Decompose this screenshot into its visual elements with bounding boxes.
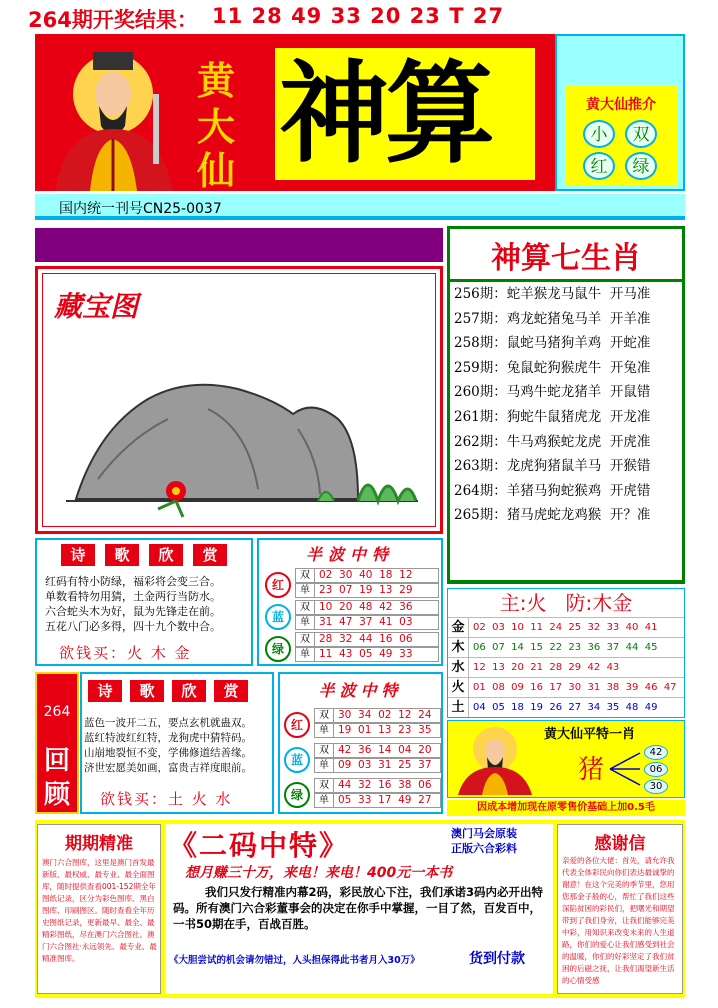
halfwave-table-2: [282, 708, 441, 813]
wave-color-badge: 红: [284, 712, 310, 738]
poem-lines-2: [84, 716, 274, 776]
bottom-left-box: [37, 824, 161, 994]
seven-zodiac-rows: [450, 282, 682, 528]
seven-zodiac-row: 261期：狗蛇牛鼠猪虎龙 开龙准: [454, 408, 651, 425]
halfwave-row-key: 单: [296, 616, 315, 629]
result-banner: [0, 0, 718, 34]
halfwave-title-2: 半波中特: [318, 681, 403, 700]
poem-line: 六合蛇头木为好，鼠为先锋走在前。: [45, 605, 221, 618]
cost-notice: 因成本增加现在原零售价基础上加0.5毛: [447, 800, 685, 816]
halfwave-row: [314, 743, 441, 758]
wave-color-badge: 红: [265, 572, 291, 598]
halfwave-row: [295, 632, 439, 647]
deity-figure-icon: [35, 34, 190, 191]
result-numbers: 11 28 49 33 20 23 T 27: [212, 4, 505, 28]
halfwave-row: [314, 708, 441, 723]
pingte-num-3: 30: [644, 779, 668, 794]
recommend-panel: [555, 34, 685, 191]
seven-zodiac-row: 260期：马鸡牛蛇龙猪羊 开鼠错: [454, 384, 651, 401]
halfwave-row-key: 单: [296, 584, 315, 597]
thanks-text: 亲爱的各位大佬：首先，请允许我代表全体彩民向你们表达最诚挚的谢意！在这个完美的季节里，您用您那金子般的心，帮忙了我们这些深陷贫困的彩民们，把曙光和期望带到了我们身旁，让我们能够完美中彩，用知识来改变未来的人生道路，你们的爱心让我们感受到社会的温暖，你们的好彩坚定了我们贫困的后磁之抚，让我们渴望新生活的心情受感: [562, 856, 675, 985]
poem-lines-1: [45, 574, 251, 634]
poem-title-char: 诗: [61, 544, 95, 566]
treasure-map-panel: [35, 266, 443, 534]
halfwave-row-key: 单: [315, 794, 334, 807]
halfwave-row: [295, 600, 439, 615]
brand-char-1: 黄: [197, 58, 236, 103]
review-char-2: 顾: [43, 780, 70, 810]
wuxing-row: [448, 697, 684, 717]
issue-number: 国内统一刊号CN25-0037: [59, 201, 222, 217]
seven-zodiac-row: 263期：龙虎狗猪鼠羊马 开猴错: [454, 458, 651, 475]
wuxing-element: 金: [448, 618, 469, 637]
poem-title-2: [88, 680, 268, 704]
poem-title-1: [61, 544, 231, 568]
recommend-small: 小: [583, 120, 615, 148]
two-code-title: 《二码中特》: [169, 829, 350, 862]
bottom-band: [35, 820, 685, 998]
wuxing-numbers: 06 07 14 15 22 23 36 37 44 45: [473, 642, 658, 653]
wuxing-numbers: 12 13 20 21 28 29 42 43: [473, 662, 620, 673]
bottom-right-box: [557, 824, 683, 994]
poem-panel-2: [80, 672, 274, 814]
halfwave-row-key: 双: [296, 633, 315, 646]
halfwave-row: [314, 778, 441, 793]
center-foot: 《大胆尝试的机会请勿错过，人头担保得此书者月入30万》: [169, 955, 420, 966]
wuxing-element: 土: [448, 698, 469, 717]
seven-zodiac-row: 265期：猪马虎蛇龙鸡猴 开？准: [454, 507, 651, 524]
halfwave-row-key: 单: [315, 759, 334, 772]
wuxing-row: [448, 677, 684, 697]
poem-line: 蓝红特波红红特，龙狗虎中猜特码。: [84, 732, 252, 744]
header-banner: [35, 34, 555, 191]
bottom-left-text: 澳门六合图库，这里是澳门首发最新版、最权威、最专业、最全面图库，随时提供查看001-152期全年图纸记录，区分为彩色图库、黑白图库、印刷图区。随时查看全年历史图纸记录，更新最早、最全、最精彩图纸，尽在澳门六合图社。澳门六合图社·永远领先、最专业、最精准图库。: [42, 858, 157, 963]
halfwave-group: [282, 708, 441, 743]
poem-line: 单数看特勿用猜，土金两行当防水。: [45, 590, 221, 603]
halfwave-group: [263, 632, 439, 664]
wuxing-numbers: 04 05 18 19 26 27 34 35 48 49: [473, 702, 658, 713]
halfwave-row-values: 09 03 31 25 37: [338, 759, 432, 771]
poem-line: 山崩地裂恒不变，学佛修道结善缘。: [84, 747, 252, 759]
halfwave-panel-1: [257, 538, 443, 666]
wave-color-badge: 蓝: [265, 604, 291, 630]
brand-vertical: [185, 40, 247, 193]
pingte-panel: [447, 720, 685, 798]
thanks-title: 感谢信: [594, 834, 646, 854]
page-title: 神算: [279, 50, 491, 178]
wuxing-title: 主:火 防:木金: [499, 591, 633, 615]
title-box: [275, 48, 535, 180]
halfwave-row: [295, 583, 439, 598]
halfwave-group: [282, 743, 441, 778]
wuxing-element: 水: [448, 658, 469, 677]
poem-line: 五花八门必多得，四十九个数中合。: [45, 620, 221, 633]
halfwave-row-values: 23 07 19 13 29: [319, 584, 413, 596]
recommend-box: [565, 86, 677, 186]
center-side-text: [451, 826, 517, 856]
review-label: [35, 672, 79, 814]
seven-zodiac-row: 256期：蛇羊猴龙马鼠牛 开马准: [454, 286, 651, 302]
halfwave-row: [314, 723, 441, 738]
halfwave-row-values: 10 20 48 42 36: [319, 601, 413, 613]
poem-line: 济世宏愿美如画，富贵吉祥度眼前。: [84, 762, 252, 774]
recommend-title: 黄大仙推介: [586, 97, 656, 113]
seven-zodiac-list: [450, 282, 682, 580]
wuxing-element: 火: [448, 678, 469, 697]
poem-title-char: 诗: [88, 680, 122, 702]
wuxing-panel: [447, 588, 685, 718]
halfwave-row-values: 28 32 44 16 06: [319, 633, 413, 645]
halfwave-group: [263, 568, 439, 600]
halfwave-row-values: 02 30 40 18 12: [319, 569, 413, 581]
poem-buy-1: 欲钱买：火 木 金: [59, 644, 192, 662]
recommend-red: 红: [583, 152, 615, 180]
deity-small-icon: [450, 723, 540, 795]
wave-color-badge: 绿: [284, 782, 310, 808]
seven-zodiac-row: 257期：鸡龙蛇猪兔马羊 开羊准: [454, 310, 651, 327]
wuxing-row: [448, 657, 684, 677]
bottom-left-title: 期期精准: [65, 834, 133, 854]
pingte-animal: 猪: [578, 755, 605, 785]
seven-zodiac-panel: [447, 226, 685, 584]
seven-zodiac-header: [450, 229, 682, 279]
seven-zodiac-row: 259期：兔鼠蛇狗猴虎牛 开兔准: [454, 359, 651, 376]
halfwave-row: [295, 647, 439, 662]
result-label: 264期开奖结果：: [28, 8, 198, 32]
poem-panel-1: [35, 538, 253, 666]
halfwave-row-key: 双: [296, 601, 315, 614]
halfwave-row: [314, 793, 441, 808]
wuxing-table: [448, 617, 684, 717]
halfwave-row-key: 单: [315, 724, 334, 737]
recommend-double: 双: [625, 120, 657, 148]
poem-line: 蓝色一波开二五，要点玄机就蛊双。: [84, 717, 252, 729]
pingte-num-1: 42: [644, 745, 668, 760]
pingte-title: 黄大仙平特一肖: [544, 727, 636, 742]
poem-title-char: 赏: [193, 544, 227, 566]
poem-title-char: 歌: [130, 680, 164, 702]
poem-buy-2: 欲钱买：土 火 水: [100, 790, 233, 808]
issue-bar: [35, 194, 685, 220]
center-side-line-2: 正版六合彩料: [451, 842, 517, 855]
review-char-1: 回: [43, 746, 70, 776]
halfwave-row-key: 双: [315, 779, 334, 792]
arrow-lines-icon: [608, 747, 644, 793]
seven-zodiac-row: 264期：羊猪马狗蛇猴鸡 开虎错: [454, 482, 651, 499]
halfwave-row-values: 05 33 17 49 27: [338, 794, 432, 806]
poem-title-char: 欣: [149, 544, 183, 566]
seven-zodiac-row: 258期：鼠蛇马猪狗羊鸡 开蛇准: [454, 335, 651, 352]
purple-bar: [35, 228, 443, 262]
center-body: 我们只发行精准内幕2码，彩民放心下注，我们承诺3码内必开出特码。所有澳门六合彩董事会的决定在你手中掌握，一目了然，百发百中，一书50期在手，百战百胜。: [173, 885, 543, 931]
halfwave-row-values: 31 47 37 41 03: [319, 616, 413, 628]
seven-zodiac-row: 262期：牛马鸡猴蛇龙虎 开虎准: [454, 433, 651, 450]
halfwave-row-values: 30 34 02 12 24: [338, 709, 432, 721]
bottom-center-box: [165, 824, 553, 994]
poem-title-char: 欣: [172, 680, 206, 702]
wuxing-numbers: 02 03 10 11 24 25 32 33 40 41: [473, 622, 658, 633]
halfwave-row-values: 44 32 16 38 06: [338, 779, 432, 791]
halfwave-group: [263, 600, 439, 632]
wave-color-badge: 绿: [265, 636, 291, 662]
poem-title-char: 赏: [214, 680, 248, 702]
treasure-title: 藏宝图: [54, 290, 139, 323]
halfwave-table-1: [263, 568, 439, 664]
brand-char-3: 仙: [197, 148, 236, 193]
halfwave-row-key: 双: [315, 744, 334, 757]
rock-illustration-icon: [58, 359, 428, 519]
halfwave-row: [295, 615, 439, 630]
halfwave-row: [295, 568, 439, 583]
halfwave-title-1: 半波中特: [305, 545, 394, 564]
halfwave-row-values: 42 36 14 04 20: [338, 744, 432, 756]
poem-line: 红码有特小防绿，福彩将会变三合。: [45, 575, 221, 588]
cash-on-delivery: 货到付款: [469, 951, 525, 967]
center-slogan: 想月赚三十万，来电！来电！400元一本书: [185, 865, 453, 881]
pingte-num-2: 06: [644, 762, 668, 777]
wuxing-element: 木: [448, 638, 469, 657]
poem-title-char: 歌: [105, 544, 139, 566]
halfwave-row: [314, 758, 441, 773]
halfwave-row-values: 19 01 13 23 35: [338, 724, 432, 736]
wuxing-row: [448, 617, 684, 637]
halfwave-group: [282, 778, 441, 813]
brand-char-2: 大: [197, 104, 236, 149]
halfwave-row-key: 单: [296, 648, 315, 661]
wuxing-numbers: 01 08 09 16 17 30 31 38 39 46 47: [473, 682, 677, 693]
wuxing-row: [448, 637, 684, 657]
halfwave-row-values: 11 43 05 49 33: [319, 648, 413, 660]
center-side-line-1: 澳门马会原装: [451, 827, 517, 840]
recommend-green: 绿: [625, 152, 657, 180]
wave-color-badge: 蓝: [284, 747, 310, 773]
halfwave-row-key: 双: [296, 569, 315, 582]
halfwave-row-key: 双: [315, 709, 334, 722]
seven-zodiac-title: 神算七生肖: [491, 241, 641, 276]
review-number: 264: [43, 704, 71, 720]
halfwave-panel-2: [278, 672, 443, 814]
